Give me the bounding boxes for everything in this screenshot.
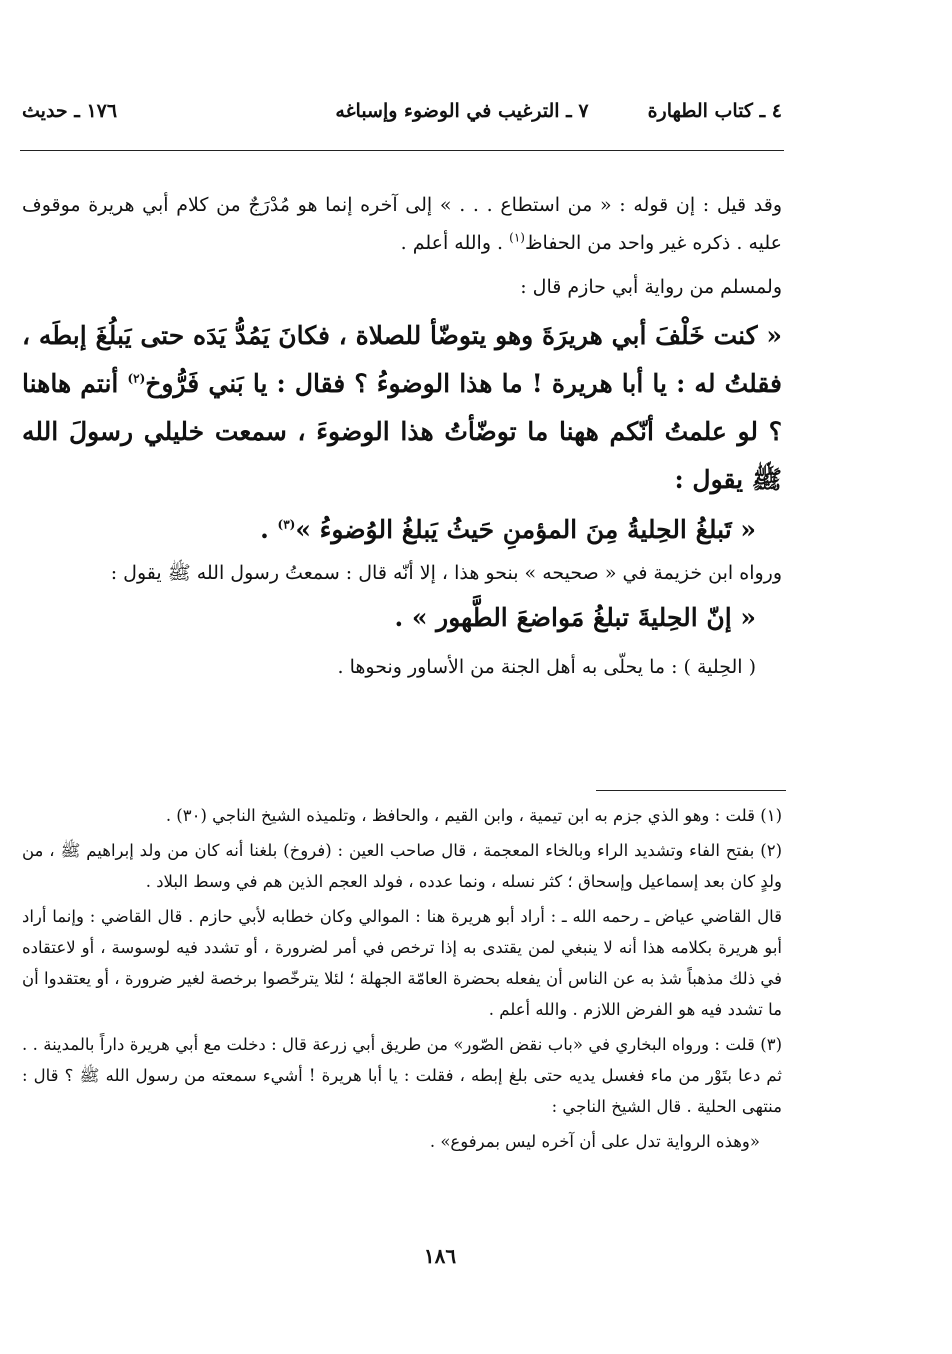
footnotes — [22, 800, 782, 1161]
footnote-1: (١) قلت : وهو الذي جزم به ابن تيمية ، وابن القيم ، والحافظ ، وتلميذه الشيخ الناجي (٣٠) . — [165, 806, 782, 825]
second-quote: « إنّ الحِليةَ تبلغُ مَواضعَ الطَّهور » . — [394, 603, 756, 632]
hadith-text: « كنت خَلْفَ أبي هريرَةَ وهو يتوضّأ للصلاة ، فكانَ يَمُدُّ يَدَه حتى يَبلُغَ إبطَه ، فقلتُ له : يا أبا هريرة ! ما هذا الوضوءُ ؟ فقال : يا بَني فَرُّوخ$^{(٢)}$ أنتم هاهنا ؟ لو علمتُ أنّكم ههنا ما توضّأتُ هذا الوضوءَ ، سمعت خليلي رسولَ الله ﷺ يقول : — [22, 321, 782, 494]
paragraph-muslim-intro: ولمسلم من رواية أبي حازم قال : — [520, 276, 782, 298]
footnote-ref-2: (٢) — [127, 371, 146, 386]
footnote-divider — [596, 790, 786, 791]
paragraph-mudraj: وقد قيل : إن قوله : « من استطاع . . . » إلى آخره إنما هو مُدْرَجٌ من كلام أبي هريرة موقوف عليه . ذكره غير واحد من الحفاظ$^{(١)}$ . والله أعلم . — [22, 194, 782, 254]
paragraph-ibn-khuzaymah: ورواه ابن خزيمة في « صحيحه » بنحو هذا ، إلا أنّه قال : سمعتُ رسول الله ﷺ يقول : — [110, 562, 782, 584]
chapter-title: ٤ ـ كتاب الطهارة — [647, 100, 782, 122]
hilya-definition: ( الحِلية ) : ما يحلّى به أهل الجنة من الأساور ونحوها . — [337, 656, 756, 678]
section-title: ٧ ـ الترغيب في الوضوء وإسباغه — [335, 100, 589, 122]
footnote-3-quote: «وهذه الرواية تدل على أن آخره ليس بمرفوع» . — [429, 1132, 760, 1151]
main-text — [22, 186, 782, 686]
footnote-2: (٢) بفتح الفاء وتشديد الراء وبالخاء المعجمة ، قال صاحب العين : (فروخ) بلغنا أنه كان من ولد إبراهيم ﷺ ، من ولدٍ كان بعد إسماعيل وإسحاق ؛ كثر نسله ، ونما عدده ، فولد العجم الذين هم في وسط البلاد . — [22, 841, 782, 891]
page-number: ١٨٦ — [423, 1244, 457, 1268]
hadith-number: ١٧٦ ـ حديث — [22, 100, 118, 122]
prophetic-quote: « تَبلغُ الحِليةُ مِنَ المؤمنِ حَيثُ يَبلغُ الوُضوءُ »$^{(٣)}$ . — [260, 515, 756, 544]
running-header — [22, 100, 782, 136]
footnote-ref-3: (٣) — [277, 517, 296, 532]
footnote-3: (٣) قلت : ورواه البخاري في «باب نقض الصّور» من طريق أبي زرعة قال : دخلت مع أبي هريرة داراً بالمدينة . . ثم دعا بتَوْر من ماء فغسل يديه حتى بلغ إبطه ، فقلت : يا أبا هريرة ! أشيء سمعته من رسول الله ﷺ ؟ قال : منتهى الحلية . قال الشيخ الناجي : — [22, 1035, 782, 1116]
header-divider — [20, 150, 784, 151]
footnote-ref-1: (١) — [509, 230, 525, 245]
footnote-2-continued: قال القاضي عياض ـ رحمه الله ـ : أراد أبو هريرة هنا : الموالي وكان خطابه لأبي حازم . قال القاضي : وإنما أراد أبو هريرة بكلامه هذا أنه لا ينبغي لمن يقتدى به إذا ترخص في أمر لضرورة ، أو تشدد فيه لوسوسة ، أو لاعتقاده في ذلك مذهباً شذ به عن الناس أن يفعله بحضرة العامّة الجهلة ؛ لئلا يترخّصوا برخصة لغير ضرورة ، أو يعتقدوا أن ما تشدد فيه هو الفرض اللازم . والله أعلم . — [22, 907, 782, 1019]
